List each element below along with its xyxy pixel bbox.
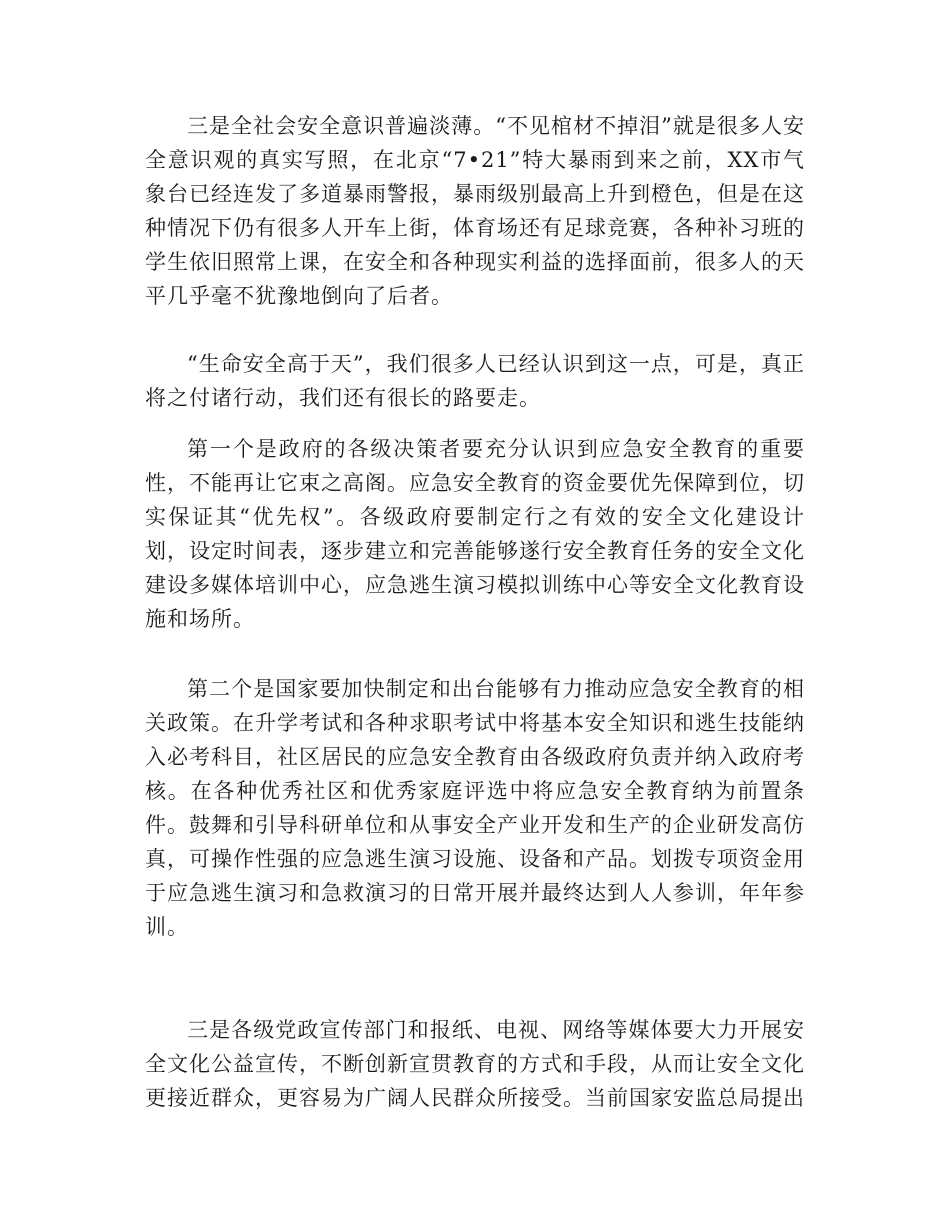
paragraph-public-safety-awareness: 三是全社会安全意识普遍淡薄。“不见棺材不掉泪”就是很多人安全意识观的真实写照，在北京“7•21”特大暴雨到来之前，XX市气象台已经连发了多道暴雨警报，暴雨级别最高上升到橙色，但是在这种情况下仍有很多人开车上街，体育场还有足球竞赛，各种补习班的学生依旧照常上课，在安全和各种现实利益的选择面前，很多人的天平几乎毫不犹豫地倒向了后者。 (145, 114, 805, 308)
paragraph-media-publicity: 三是各级党政宣传部门和报纸、电视、网络等媒体要大力开展安全文化公益宣传，不断创新宣贯教育的方式和手段，从而让安全文化更接近群众，更容易为广阔人民群众所接受。当前国家安监总局提出 (145, 1018, 805, 1110)
paragraph-government-decision-makers: 第一个是政府的各级决策者要充分认识到应急安全教育的重要性，不能再让它束之高阁。应急安全教育的资金要优先保障到位，切实保证其“优先权”。各级政府要制定行之有效的安全文化建设计划，设定时间表，逐步建立和完善能够遂行安全教育任务的安全文化建设多媒体培训中心，应急逃生演习模拟训练中心等安全文化教育设施和场所。 (145, 437, 805, 631)
paragraph-national-policy: 第二个是国家要加快制定和出台能够有力推动应急安全教育的相关政策。在升学考试和各种求职考试中将基本安全知识和逃生技能纳入必考科目，社区居民的应急安全教育由各级政府负责并纳入政府考核。在各种优秀社区和优秀家庭评选中将应急安全教育纳为前置条件。鼓舞和引导科研单位和从事安全产业开发和生产的企业研发高仿真，可操作性强的应急逃生演习设施、设备和产品。划拨专项资金用于应急逃生演习和急救演习的日常开展并最终达到人人参训，年年参训。 (145, 677, 805, 939)
paragraph-life-safety: “生命安全高于天”，我们很多人已经认识到这一点，可是，真正将之付诸行动，我们还有很长的路要走。 (145, 352, 805, 410)
